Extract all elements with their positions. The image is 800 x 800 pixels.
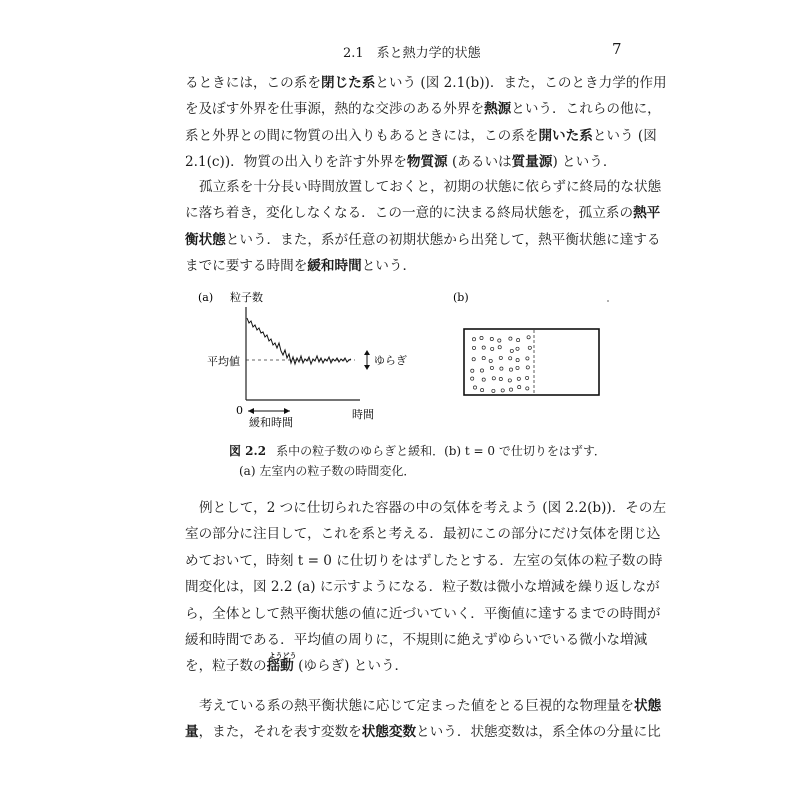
gas-particle: [471, 377, 474, 380]
text-line: 例として，2 つに仕切られた容器の中の気体を考えよう (図 2.2(b))．その左: [199, 500, 667, 516]
caption-line-2: (a) 左室内の粒子数の時間変化．: [239, 464, 416, 478]
section-title: 2.1 系と熱力学的状態: [343, 46, 481, 61]
text-line: めておいて，時刻 t = 0 に仕切りをはずしたとする．左室の気体の粒子数の時: [185, 552, 663, 569]
gas-particle: [527, 336, 530, 339]
gas-particle: [489, 359, 492, 362]
text-line: 衡状態という．また，系が任意の初期状態から出発して，熱平衡状態に達する: [185, 231, 661, 248]
gas-particle: [492, 377, 495, 380]
term-open-system: 開いた系: [538, 127, 593, 144]
x-axis-label: 時間: [352, 408, 374, 421]
gas-particle: [482, 357, 485, 360]
relaxation-arrow-left: [248, 408, 254, 414]
figure-2-2: [190, 285, 620, 435]
gas-particle: [516, 359, 519, 362]
term-thermal-equilibrium-1: 熱平: [633, 205, 661, 222]
gas-particle: [482, 378, 485, 381]
gas-particle: [473, 386, 476, 389]
gas-particle: [517, 377, 520, 380]
term-state-quantity-1: 状態: [634, 698, 662, 714]
text-line: 2.1(c))．物質の出入りを許す外界を物質源 (あるいは質量源) という．: [185, 154, 617, 171]
term-closed-system: 閉じた系: [320, 75, 376, 91]
gas-particle: [471, 369, 474, 372]
paragraph-closed-open-system: [185, 70, 667, 176]
gas-particle: [498, 339, 501, 342]
term-mass-source: 質量源: [511, 154, 553, 171]
gas-particle: [518, 386, 521, 389]
text-line: に落ち着き，変化しなくなる．この一意的に決まる終局状態を，孤立系の熱平: [185, 205, 661, 222]
label-b: (b): [453, 291, 469, 304]
gas-particle: [500, 367, 503, 370]
text-line: を，粒子数の ようどう 揺動 (ゆらぎ) という．: [185, 653, 617, 679]
figure-svg: [190, 285, 620, 435]
gas-particle: [499, 377, 502, 380]
container-box: [464, 329, 599, 395]
gas-particle: [480, 369, 483, 372]
page-number: 7: [612, 40, 622, 58]
term-heat-source: 熱源: [484, 101, 512, 118]
gas-particle: [509, 357, 512, 360]
gas-particle: [516, 366, 519, 369]
gas-particles: [471, 336, 532, 393]
gas-particle: [490, 366, 493, 369]
gas-particle: [499, 356, 502, 359]
mean-label: 平均値: [207, 355, 240, 368]
text-line: 量，また，それを表す変数を状態変数という．状態変数は，系全体の分量に比: [185, 724, 661, 741]
text-line: を及ぼす外界を仕事源，熱的な交渉のある外界を熱源という．これらの他に，: [185, 101, 661, 118]
relaxation-label: 緩和時間: [249, 416, 293, 429]
gas-particle: [480, 336, 483, 339]
ruby-reading: ようどう: [268, 651, 297, 661]
text-line: 孤立系を十分長い時間放置しておくと，初期の状態に依らずに終局的な状態: [199, 179, 662, 195]
gas-particle: [482, 346, 485, 349]
caption-line-1: 図 2.2 系中の粒子数のゆらぎと緩和．(b) t = 0 で仕切りをはずす．: [229, 444, 606, 458]
fluctuation-arrow-up: [364, 350, 370, 355]
text-line: ら，全体として熱平衡状態の値に近づいていく．平衡値に達するまでの時間が: [185, 605, 661, 622]
gas-particle: [526, 376, 529, 379]
gas-particle: [508, 379, 511, 382]
gas-particle: [472, 338, 475, 341]
term-relaxation-time: 緩和時間: [307, 258, 362, 275]
gas-particle: [516, 347, 519, 350]
gas-particle: [509, 388, 512, 391]
text-line: 間変化は，図 2.2 (a) に示すようになる．粒子数は微小な増減を繰り返しなが: [185, 579, 660, 596]
term-state-variable: 状態変数: [361, 724, 417, 741]
gas-particle: [526, 366, 529, 369]
relaxation-arrow-right: [284, 408, 290, 414]
label-a: (a): [198, 291, 214, 304]
y-axis-label: 粒子数: [230, 291, 263, 304]
particle-count-curve: [247, 318, 351, 364]
gas-particle: [528, 346, 531, 349]
text-line: 系と外界との間に物質の出入りもあるときには，この系を開いた系という (図: [185, 127, 657, 144]
text-line: るときには，この系を閉じた系という (図 2.1(b))．また，このとき力学的作用: [185, 75, 667, 91]
gas-particle: [509, 337, 512, 340]
origin-label: 0: [236, 404, 243, 417]
text-line: までに要する時間を緩和時間という．: [185, 258, 417, 275]
fluctuation-arrow-down: [364, 365, 370, 370]
page-header: [0, 40, 800, 62]
text-line: 緩和時間である．平均値の周りに，不規則に絶えずゆらいでいる微小な増減: [185, 631, 648, 648]
paragraph-thermal-equilibrium: [185, 174, 662, 280]
figure-caption: [229, 441, 609, 481]
fluctuation-label: ゆらぎ: [374, 354, 407, 367]
term-state-quantity-2: 量: [185, 724, 199, 741]
gas-particle: [510, 349, 513, 352]
term-thermal-equilibrium-2: 衡状態: [185, 231, 226, 248]
caption-label: 図 2.2: [229, 444, 267, 458]
text-line: 室の部分に注目して，これを系と考える．最初にこの部分にだけ気体を閉じ込: [185, 526, 661, 543]
gas-particle: [490, 337, 493, 340]
gas-particle: [492, 389, 495, 392]
gas-particle: [472, 358, 475, 361]
gas-particle: [526, 387, 529, 390]
gas-particle: [472, 346, 475, 349]
paragraph-example: [185, 495, 667, 680]
paragraph-state-variables: [185, 693, 662, 746]
gas-particle: [498, 346, 501, 349]
gas-particle: [509, 368, 512, 371]
term-fluctuation: ようどう 揺動: [267, 653, 294, 679]
gas-particle: [481, 389, 484, 392]
gas-particle: [501, 389, 504, 392]
text-line: 考えている系の熱平衡状態に応じて定まった値をとる巨視的な物理量を状態: [199, 698, 662, 714]
gas-particle: [491, 347, 494, 350]
gas-particle: [517, 339, 520, 342]
term-material-source: 物質源: [406, 154, 448, 171]
gas-particle: [526, 357, 529, 360]
